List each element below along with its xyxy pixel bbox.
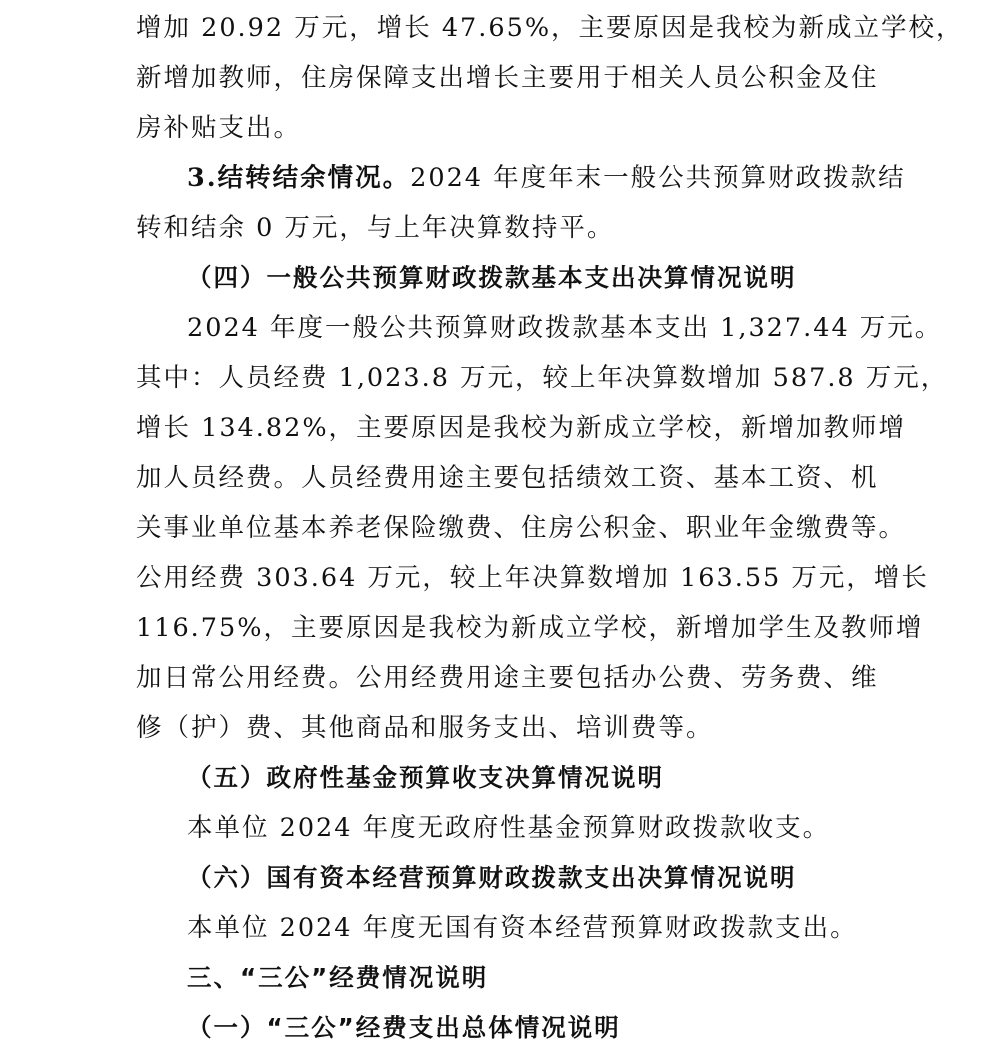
paragraph-line: 116.75%，主要原因是我校为新成立学校，新增加学生及教师增 (136, 613, 924, 643)
section-heading: （六）国有资本经营预算财政拨款支出决算情况说明 (187, 863, 797, 892)
section-heading: （四）一般公共预算财政拨款基本支出决算情况说明 (187, 263, 797, 292)
chapter-heading: 三、“三公”经费情况说明 (187, 963, 489, 992)
paragraph-line: 关事业单位基本养老保险缴费、住房公积金、职业年金缴费等。 (136, 513, 907, 543)
paragraph-line: 修（护）费、其他商品和服务支出、培训费等。 (136, 713, 714, 743)
paragraph-line: 转和结余 0 万元，与上年决算数持平。 (136, 213, 615, 243)
paragraph-line: 新增加教师，住房保障支出增长主要用于相关人员公积金及住 (136, 63, 879, 93)
paragraph-line: 本单位 2024 年度无政府性基金预算财政拨款收支。 (187, 813, 831, 843)
paragraph-line: 公用经费 303.64 万元，较上年决算数增加 163.55 万元，增长 (136, 563, 929, 593)
paragraph-line: 加日常公用经费。公用经费用途主要包括办公费、劳务费、维 (136, 663, 879, 693)
paragraph-line: 2024 年度一般公共预算财政拨款基本支出 1,327.44 万元。 (187, 313, 943, 343)
paragraph-line: 增加 20.92 万元，增长 47.65%，主要原因是我校为新成立学校， (136, 13, 964, 43)
paragraph-line (187, 158, 906, 198)
paragraph-line: 其中：人员经费 1,023.8 万元，较上年决算数增加 587.8 万元， (136, 363, 949, 393)
paragraph-text: 2024 年度年末一般公共预算财政拨款结 (410, 163, 906, 193)
section-label: 3.结转结余情况。 (187, 163, 411, 193)
section-heading: （一）“三公”经费支出总体情况说明 (187, 1013, 621, 1042)
paragraph-line: 房补贴支出。 (136, 113, 302, 143)
paragraph-line: 本单位 2024 年度无国有资本经营预算财政拨款支出。 (187, 913, 858, 943)
section-heading: （五）政府性基金预算收支决算情况说明 (187, 763, 664, 792)
paragraph-line: 加人员经费。人员经费用途主要包括绩效工资、基本工资、机 (136, 463, 879, 493)
paragraph-line: 增长 134.82%，主要原因是我校为新成立学校，新增加教师增 (136, 413, 907, 443)
